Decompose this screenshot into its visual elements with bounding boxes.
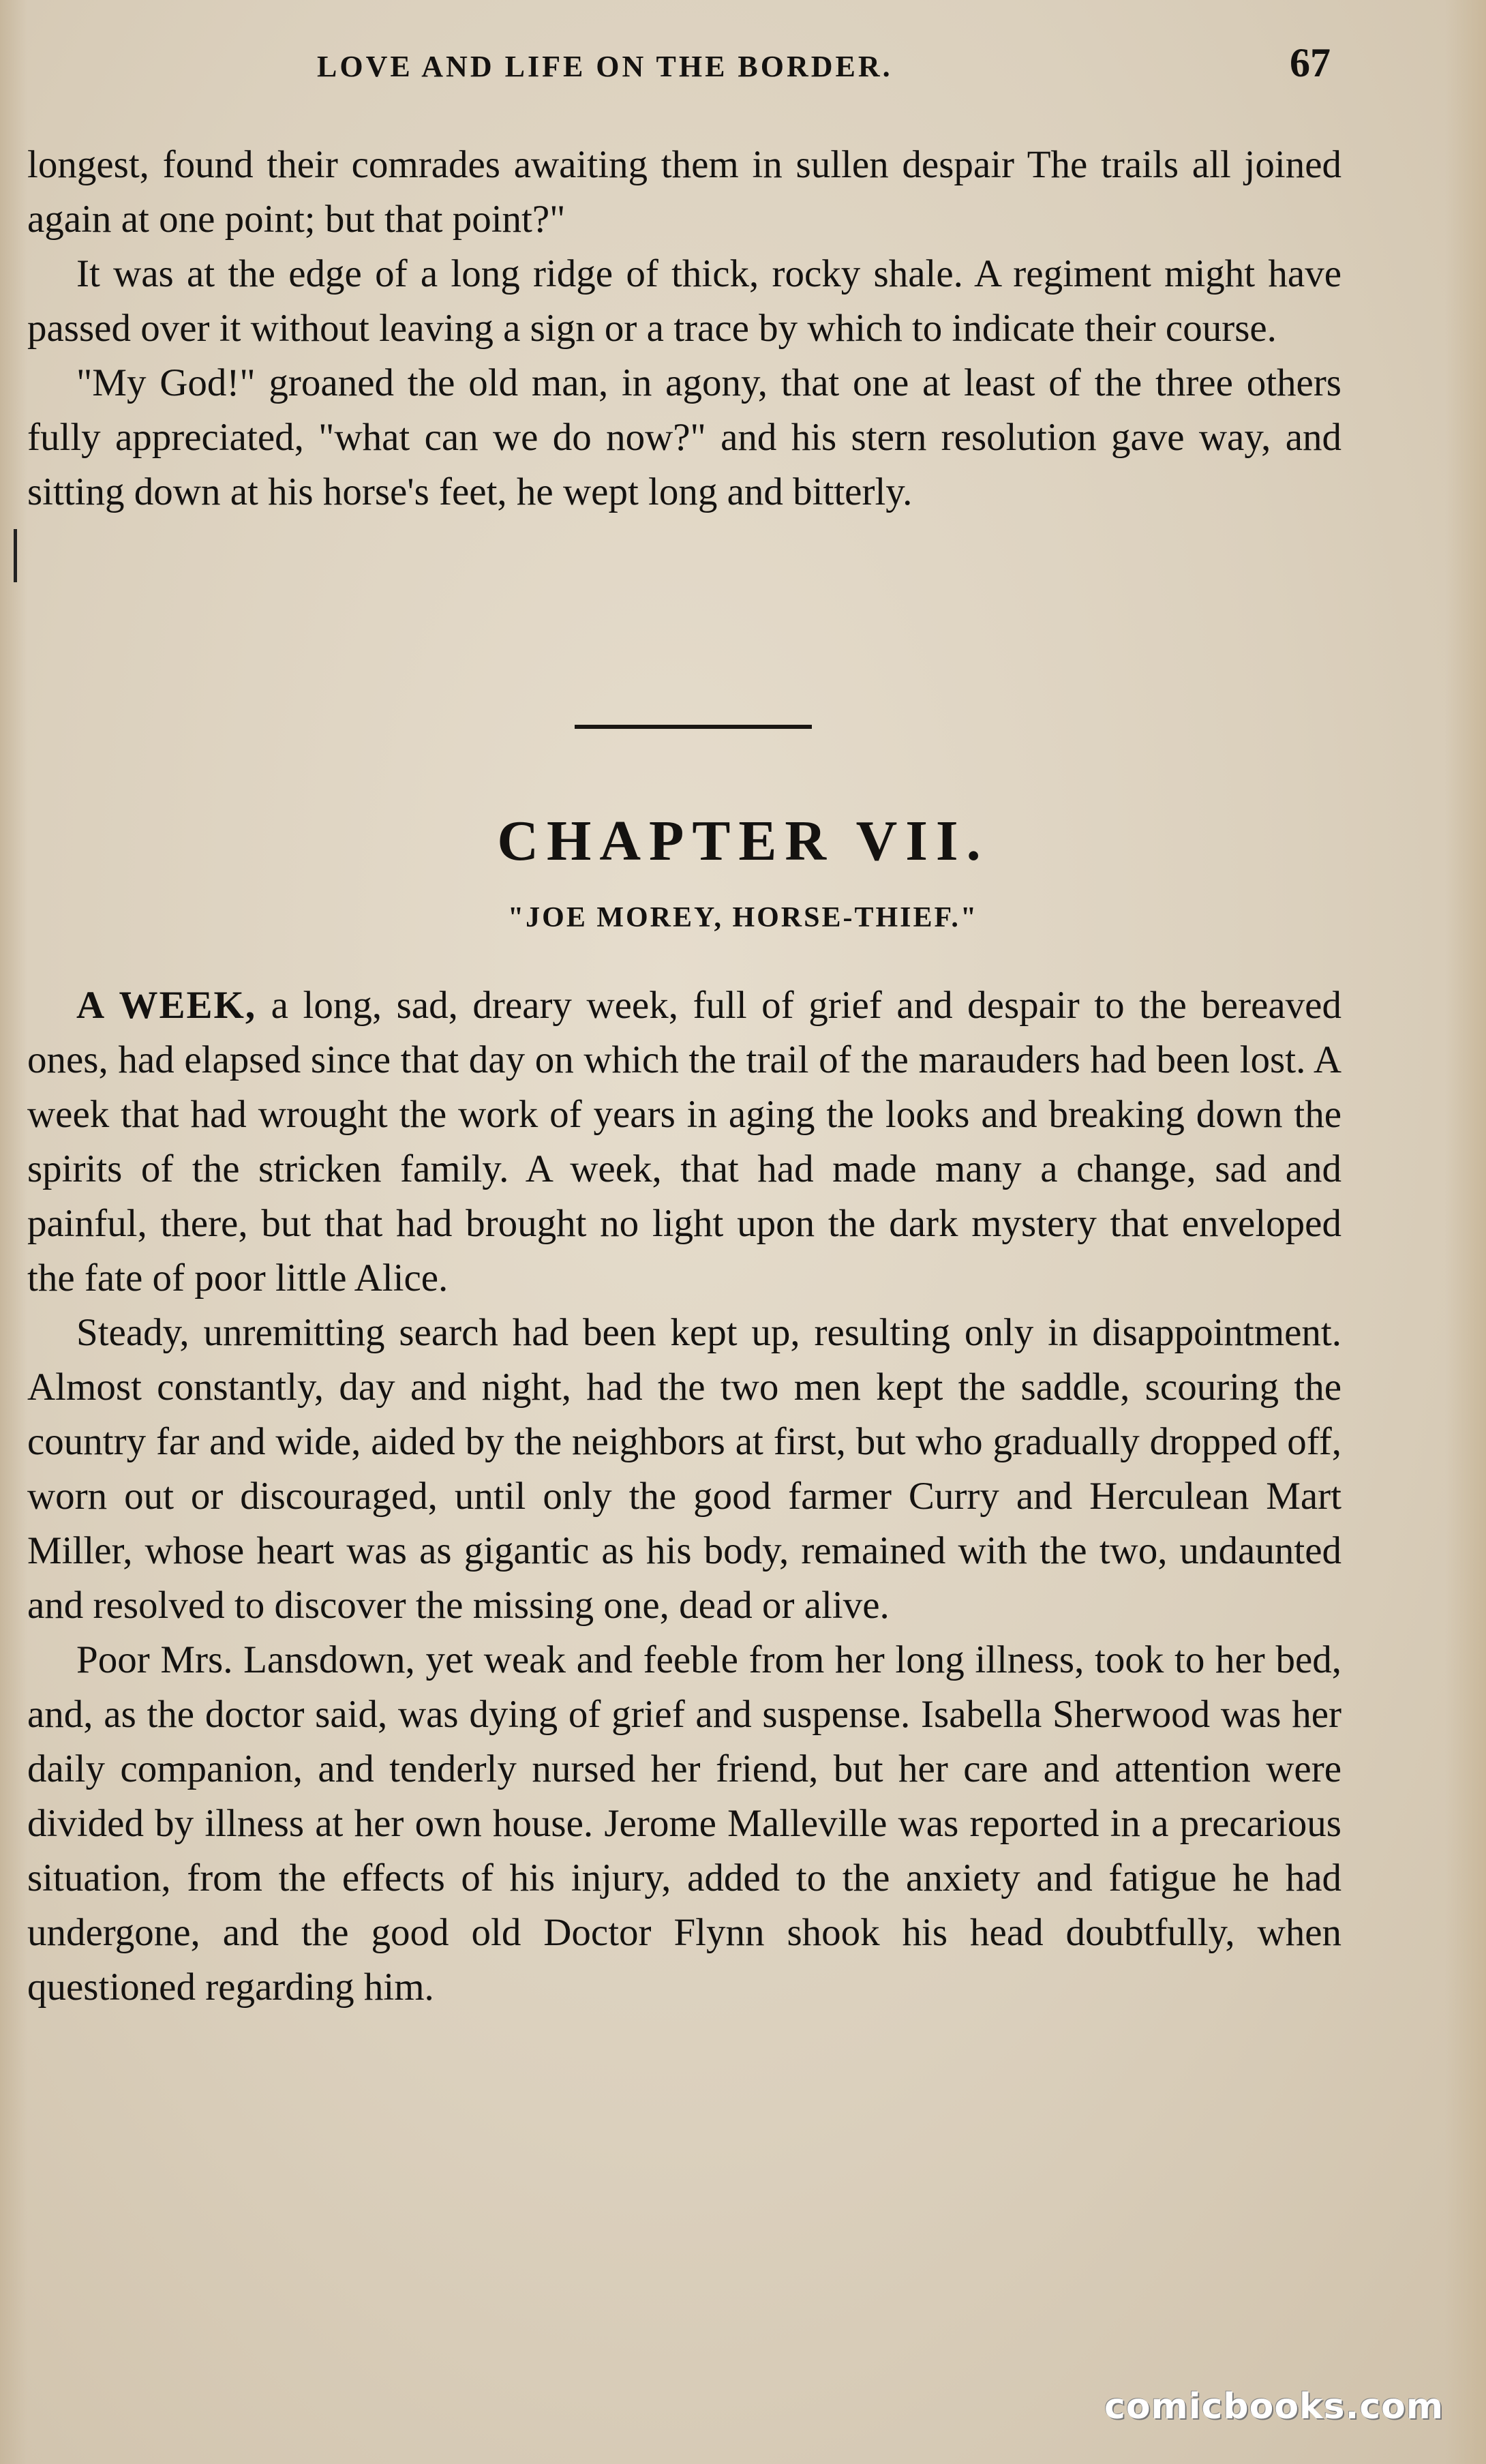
section-divider-rule — [575, 725, 812, 729]
paragraph: It was at the edge of a long ridge of thick, rocky shale. A regiment might have passed over it without leaving a sign or a trace by which to indicate their course. — [27, 252, 1341, 350]
margin-mark — [14, 529, 17, 582]
watermark: comicbooks.com — [1104, 2386, 1444, 2427]
running-head: LOVE AND LIFE ON THE BORDER. — [317, 50, 893, 83]
page-edge-shadow-left — [0, 0, 27, 2464]
chapter-title: CHAPTER VII. — [497, 809, 989, 873]
paragraph: longest, found their comrades awaiting them in sullen despair The trails all joined again at one point; but that point?" — [27, 143, 1341, 241]
paragraph: "My God!" groaned the old man, in agony, that one at least of the three others fully appreciated, "what can we do now?" and his stern resolution gave way, and sitting down at his horse's feet, he wept long and bitterly. — [27, 361, 1341, 513]
paragraph: Poor Mrs. Lansdown, yet weak and feeble from her long illness, took to her bed, and, as the doctor said, was dying of grief and suspense. Isabella Sherwood was her daily companion, and tenderly nursed her friend, but her care and attention were divided by illness at her own house. Jerome Malleville was reported in a precarious situation, from the effects of his injury, added to the anxiety and fatigue he had undergone, and the good old Doctor Flynn shook his head doubtfully, when questioned regarding him. — [27, 1638, 1341, 2009]
chapter-text-block — [27, 978, 1341, 2342]
paragraph: Steady, unremitting search had been kept up, resulting only in disappointment. Almost constantly, day and night, had the two men kept the saddle, scouring the country far and wide, aided by the neighbors at first, but who gradually dropped off, worn out or discouraged, until only the good farmer Curry and Herculean Mart Miller, whose heart was as gigantic as his body, remained with the two, undaunted and resolved to discover the missing one, dead or alive. — [27, 1311, 1341, 1627]
page-number: 67 — [1290, 40, 1331, 85]
paragraph-text: a long, sad, dreary week, full of grief and despair to the bereaved ones, had elapsed since that day on which the trail of the marauders had been lost. A week that had wrought the work of years in aging the looks and breaking down the spirits of the stricken family. A week, that had made many a change, sad and painful, there, but that had brought no light upon the dark mystery that enveloped the fate of poor little Alice. — [27, 984, 1341, 1299]
paragraph — [27, 978, 1341, 1306]
page-edge-shadow-right — [1445, 0, 1486, 2464]
top-text-block — [27, 138, 1341, 649]
chapter-opening-words: A WEEK, — [76, 984, 257, 1027]
chapter-subtitle: "JOE MOREY, HORSE-THIEF." — [507, 902, 979, 933]
